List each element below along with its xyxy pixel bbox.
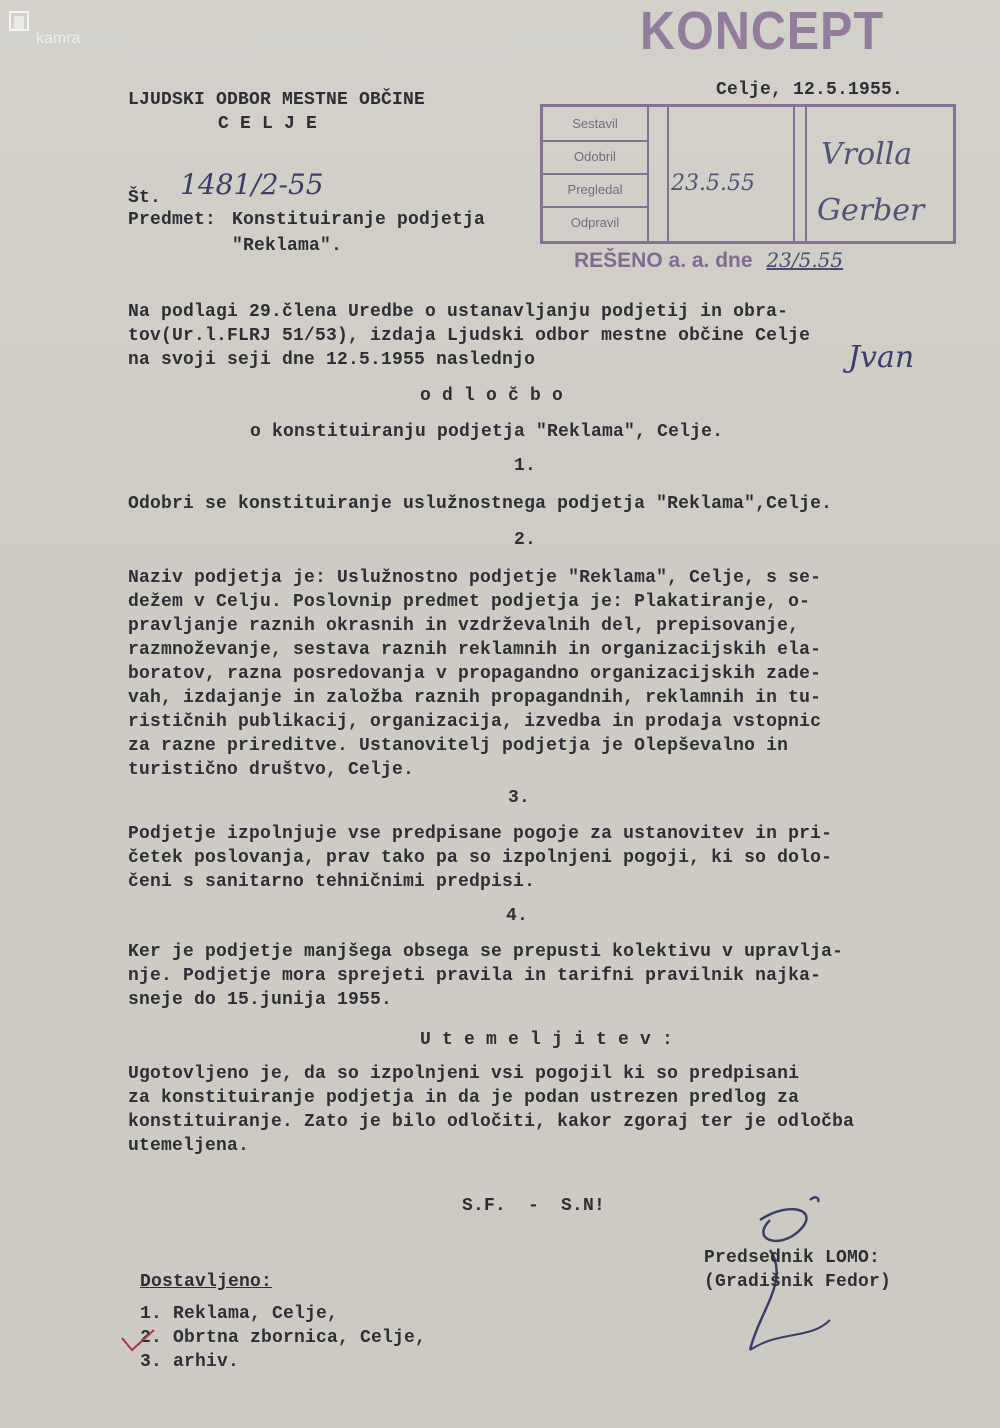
delivered-item: 2. Obrtna zbornica, Celje, bbox=[140, 1328, 427, 1348]
section-line: pravljanje raznih okrasnih in vzdrževalnih del, prepisovanje, bbox=[128, 616, 800, 636]
slogan: S.F. - S.N! bbox=[462, 1196, 606, 1216]
signatory-title: Predsednik LOMO: bbox=[704, 1248, 881, 1268]
section-number: 1. bbox=[514, 456, 537, 476]
section-line: sneje do 15.junija 1955. bbox=[128, 990, 393, 1010]
resolved-label: REŠENO a. a. dne bbox=[574, 249, 753, 272]
signatory-name: (Gradišnik Fedor) bbox=[704, 1272, 892, 1292]
intro-line-1: Na podlagi 29.člena Uredbe o ustanavljanju podjetij in obra- bbox=[128, 302, 789, 322]
stamp-row-odpravil: Odpravil bbox=[570, 215, 620, 230]
section-line: razmnoževanje, sestava raznih reklamnih in organizacijskih ela- bbox=[128, 640, 822, 660]
reasoning-line: konstituiranje. Zato je bilo odločiti, kakor zgoraj ter je odločba bbox=[128, 1112, 855, 1132]
delivered-item: 1. Reklama, Celje, bbox=[140, 1304, 339, 1324]
section-line: Podjetje izpolnjuje vse predpisane pogoje za ustanovitev in pri- bbox=[128, 824, 833, 844]
section-line: za razne prireditve. Ustanovitelj podjetja je Olepševalno in bbox=[128, 736, 789, 756]
section-line: Ker je podjetje manjšega obsega se prepusti kolektivu v upravlja- bbox=[128, 942, 844, 962]
subject-line-1: Konstituiranje podjetja bbox=[232, 210, 486, 230]
resolved-stamp bbox=[574, 248, 843, 273]
stamp-divider bbox=[793, 107, 795, 241]
section-line: nje. Podjetje mora sprejeti pravila in tarifni pravilnik najka- bbox=[128, 966, 822, 986]
authority-city: C E L J E bbox=[218, 114, 318, 134]
section-line: čeni s sanitarno tehničnimi predpisi. bbox=[128, 872, 536, 892]
stamp-row-odobril: Odobril bbox=[543, 140, 647, 175]
koncept-stamp: KONCEPT bbox=[640, 1, 884, 61]
stamp-divider bbox=[805, 107, 807, 241]
reasoning-title: U t e m e l j i t e v : bbox=[420, 1030, 674, 1050]
stamp-row-pregledal: Pregledal bbox=[543, 173, 647, 208]
section-line: Naziv podjetja je: Uslužnostno podjetje "Reklama", Celje, s se- bbox=[128, 568, 822, 588]
section-line: boratov, razna posredovanja v propagandno organizacijskih zade- bbox=[128, 664, 822, 684]
reference-number: 1481/2-55 bbox=[180, 168, 324, 201]
stamp-approved-date: 23.5.55 bbox=[671, 171, 755, 196]
delivered-label: Dostavljeno: bbox=[140, 1272, 273, 1292]
watermark-text: kamra bbox=[36, 30, 81, 47]
stamp-divider bbox=[647, 107, 669, 241]
decision-title: o d l o č b o bbox=[420, 386, 564, 406]
subject-line-2: "Reklama". bbox=[232, 236, 343, 256]
section-number: 3. bbox=[508, 788, 531, 808]
section-line: rističnih publikacij, organizacija, izvedba in prodaja vstopnic bbox=[128, 712, 822, 732]
stamp-signature-2: Gerber bbox=[817, 193, 925, 228]
reasoning-line: Ugotovljeno je, da so izpolnjeni vsi pogojil ki so predpisani bbox=[128, 1064, 800, 1084]
place-date: Celje, 12.5.1955. bbox=[716, 80, 904, 100]
stamp-signature-1: Vrolla bbox=[821, 137, 913, 172]
section-line: dežem v Celju. Poslovnip predmet podjetja je: Plakatiranje, o- bbox=[128, 592, 811, 612]
section-line: četek poslovanja, prav tako pa so izpolnjeni pogoji, ki so dolo- bbox=[128, 848, 833, 868]
checkmark-icon bbox=[118, 1326, 158, 1354]
section-number: 2. bbox=[514, 530, 537, 550]
intro-line-2: tov(Ur.l.FLRJ 51/53), izdaja Ljudski odbor mestne občine Celje bbox=[128, 326, 811, 346]
section-line: vah, izdajanje in založba raznih propagandnih, reklamnih in tu- bbox=[128, 688, 822, 708]
section-line: Odobri se konstituiranje uslužnostnega podjetja "Reklama",Celje. bbox=[128, 494, 833, 514]
subject-label: Predmet: bbox=[128, 210, 217, 230]
intro-line-3: na svoji seji dne 12.5.1955 naslednjo bbox=[128, 350, 536, 370]
kamra-logo-icon bbox=[8, 8, 34, 34]
resolved-date: 23/5.55 bbox=[766, 248, 844, 272]
reasoning-line: utemeljena. bbox=[128, 1136, 250, 1156]
registry-stamp bbox=[540, 104, 956, 244]
stamp-row-sestavil: Sestavil bbox=[543, 107, 647, 142]
authority-name: LJUDSKI ODBOR MESTNE OBČINE bbox=[128, 90, 426, 110]
reference-label: Št. bbox=[128, 188, 162, 208]
initials-handwritten: Jvan bbox=[848, 340, 915, 375]
section-number: 4. bbox=[506, 906, 529, 926]
delivered-item: 3. arhiv. bbox=[140, 1352, 240, 1372]
section-line: turistično društvo, Celje. bbox=[128, 760, 415, 780]
decision-subtitle: o konstituiranju podjetja "Reklama", Celje. bbox=[250, 422, 724, 442]
reasoning-line: za konstituiranje podjetja in da je podan ustrezen predlog za bbox=[128, 1088, 800, 1108]
